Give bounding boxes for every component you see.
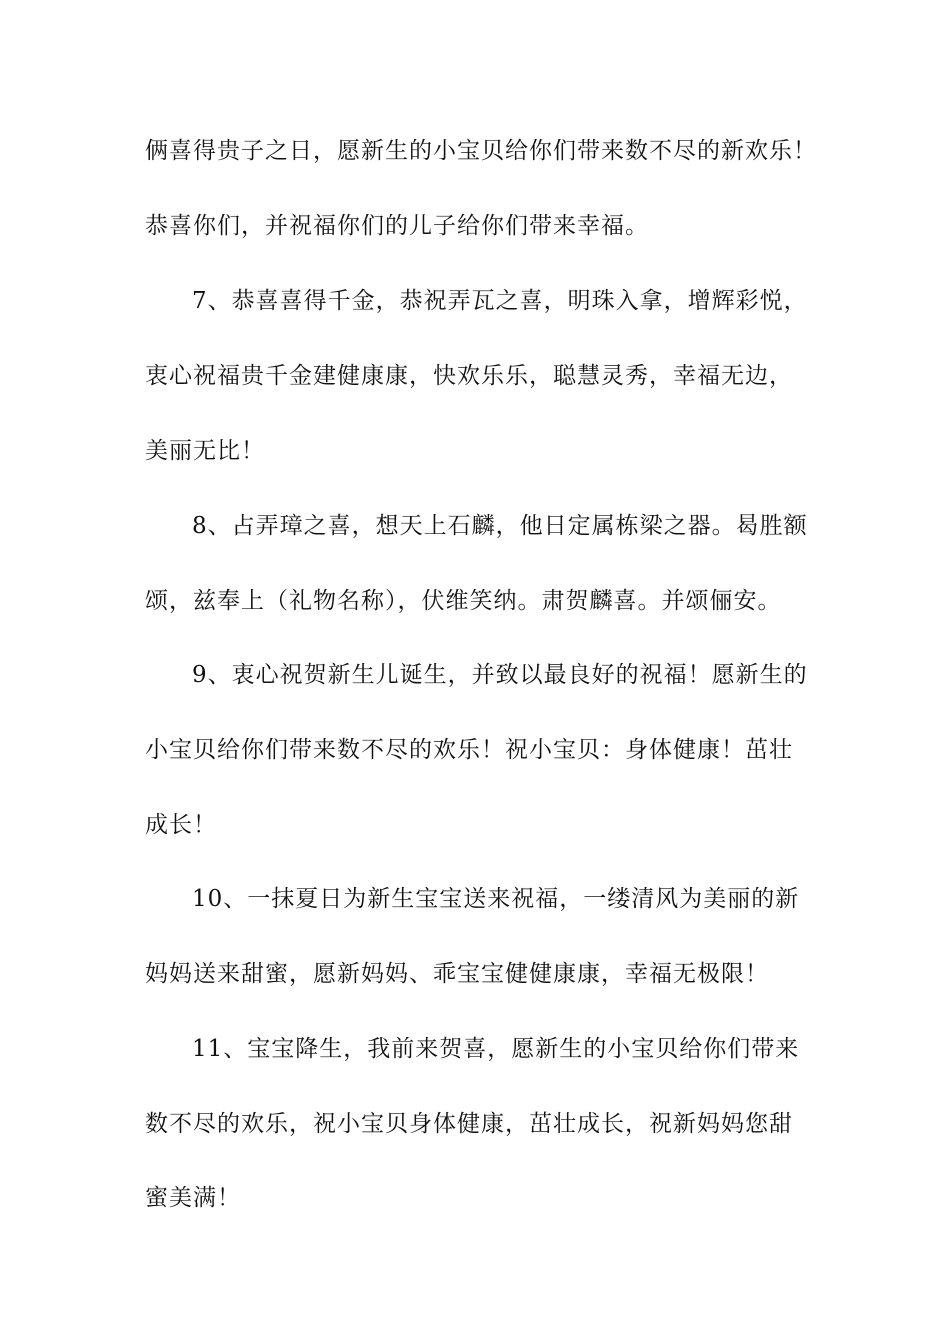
text-line: 数不尽的欢乐，祝小宝贝身体健康，茁壮成长，祝新妈妈您甜 xyxy=(145,1111,793,1137)
text-line: 俩喜得贵子之日，愿新生的小宝贝给你们带来数不尽的新欢乐！ xyxy=(145,138,817,164)
paragraph-9-start: 9、衷心祝贺新生儿诞生，并致以最良好的祝福！愿新生的 xyxy=(192,662,808,688)
text-line: 蜜美满！ xyxy=(145,1185,241,1211)
paragraph-10-start: 10、一抹夏日为新生宝宝送来祝福，一缕清风为美丽的新 xyxy=(192,886,800,912)
text-line: 妈妈送来甜蜜，愿新妈妈、乖宝宝健健康康，幸福无极限！ xyxy=(145,961,769,987)
paragraph-8-start: 8、占弄璋之喜，想天上石麟，他日定属栋梁之器。曷胜额 xyxy=(192,513,808,539)
paragraph-11-start: 11、宝宝降生，我前来贺喜，愿新生的小宝贝给你们带来 xyxy=(192,1036,800,1062)
text-line: 成长！ xyxy=(145,812,217,838)
paragraph-7-start: 7、恭喜喜得千金，恭祝弄瓦之喜，明珠入拿，增辉彩悦， xyxy=(192,288,808,314)
text-line: 颂，兹奉上（礼物名称），伏维笑纳。肃贺麟喜。并颂俪安。 xyxy=(145,588,782,614)
text-line: 衷心祝福贵千金建健康康，快欢乐乐，聪慧灵秀，幸福无边， xyxy=(145,363,793,389)
text-line: 小宝贝给你们带来数不尽的欢乐！祝小宝贝：身体健康！茁壮 xyxy=(145,737,793,763)
text-line: 美丽无比！ xyxy=(145,438,265,464)
text-line: 恭喜你们，并祝福你们的儿子给你们带来幸福。 xyxy=(145,213,649,239)
